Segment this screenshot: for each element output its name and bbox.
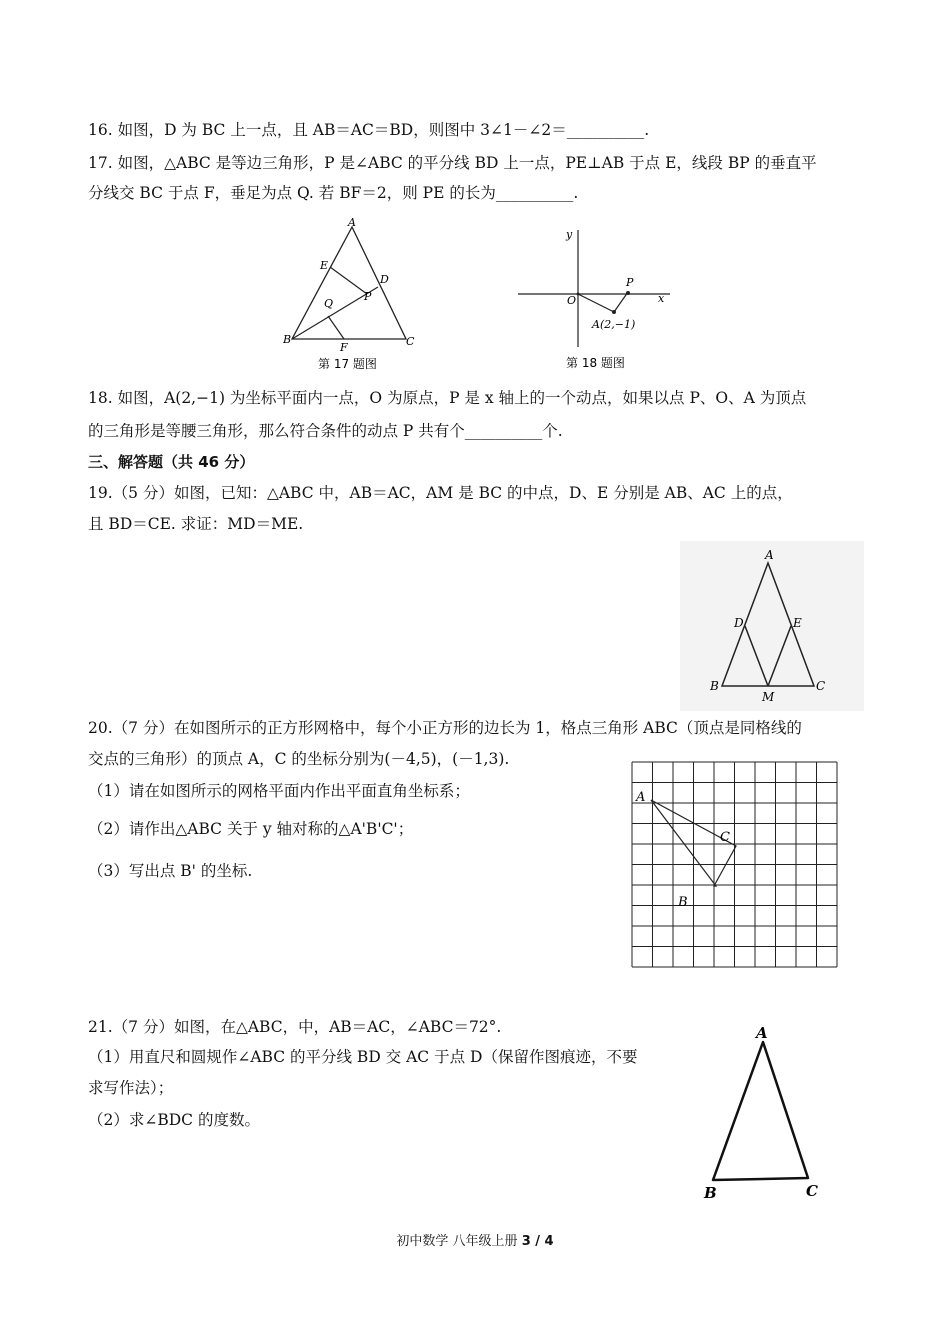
- question-19-line1: 19.（5 分）如图，已知：△ABC 中，AB＝AC，AM 是 BC 的中点，D、E 分别是 AB、AC 上的点，: [88, 484, 793, 502]
- footer-text: 初中数学 八年级上册: [396, 1234, 522, 1249]
- fig17-caption: 第 17 题图: [318, 357, 377, 371]
- fig18-label-a: A(2,−1): [592, 318, 636, 331]
- fig17-label-q: Q: [324, 297, 334, 310]
- question-21-part1a: （1）用直尺和圆规作∠ABC 的平分线 BD 交 AC 于点 D（保留作图痕迹，不要: [88, 1048, 638, 1066]
- fig17-label-e: E: [320, 259, 329, 272]
- fig17-label-b: B: [283, 333, 292, 346]
- figure-17: [280, 215, 430, 375]
- question-18-line1: 18. 如图，A(2,−1) 为坐标平面内一点，O 为原点，P 是 x 轴上的一个动点，如果以点 P、O、A 为顶点: [88, 389, 807, 407]
- figure-20: [628, 758, 850, 980]
- fig17-label-f: F: [340, 341, 348, 354]
- figure-21: [696, 1020, 826, 1202]
- fig18-label-y: y: [566, 228, 573, 241]
- fig17-label-c: C: [406, 335, 415, 348]
- fig19-label-e: E: [793, 616, 802, 630]
- question-19-line2: 且 BD＝CE. 求证：MD＝ME.: [88, 515, 304, 533]
- fig20-label-a: A: [636, 790, 646, 805]
- question-20-line2: 交点的三角形）的顶点 A，C 的坐标分别为(－4,5)，(－1,3).: [88, 750, 510, 768]
- question-21-part1b: 求写作法）；: [88, 1079, 174, 1097]
- fig21-label-a: A: [756, 1024, 768, 1042]
- fig19-label-b: B: [710, 679, 719, 693]
- fig20-label-c: C: [720, 830, 730, 845]
- fig17-label-d: D: [380, 273, 389, 286]
- fig19-label-m: M: [762, 690, 775, 704]
- page-number: 3 / 4: [521, 1234, 554, 1249]
- fig21-label-c: C: [806, 1182, 818, 1200]
- fig20-label-b: B: [678, 895, 688, 910]
- fig18-label-p: P: [626, 276, 634, 289]
- figure-19: [680, 541, 864, 711]
- fig17-label-a: A: [348, 216, 356, 229]
- section-3-heading: 三、解答题（共 46 分）: [88, 453, 255, 471]
- fig18-caption: 第 18 题图: [566, 356, 625, 370]
- figure-17-diagram: [280, 215, 430, 375]
- fig19-label-d: D: [734, 616, 744, 630]
- figure-18: [510, 222, 680, 377]
- fig19-label-c: C: [816, 679, 826, 693]
- fig19-label-a: A: [765, 548, 774, 562]
- fig21-label-b: B: [704, 1184, 717, 1202]
- figure-19-diagram: [680, 541, 864, 711]
- fig18-label-o: O: [567, 294, 577, 307]
- question-16: 16. 如图，D 为 BC 上一点，且 AB＝AC＝BD，则图中 3∠1－∠2＝__________.: [88, 121, 650, 139]
- fig18-label-x: x: [658, 292, 665, 305]
- figure-21-diagram: [696, 1020, 826, 1202]
- question-20-part3: （3）写出点 B' 的坐标.: [88, 862, 253, 880]
- question-17-line2: 分线交 BC 于点 F，垂足为点 Q. 若 BF＝2，则 PE 的长为__________.: [88, 184, 579, 202]
- page-footer: [0, 1230, 950, 1249]
- question-20-line1: 20.（7 分）在如图所示的正方形网格中，每个小正方形的边长为 1，格点三角形 ABC（顶点是同格线的: [88, 719, 802, 737]
- question-17-line1: 17. 如图，△ABC 是等边三角形，P 是∠ABC 的平分线 BD 上一点，PE⊥AB 于点 E，线段 BP 的垂直平: [88, 154, 817, 172]
- question-18-line2: 的三角形是等腰三角形，那么符合条件的动点 P 共有个__________个.: [88, 422, 563, 440]
- question-20-part1: （1）请在如图所示的网格平面内作出平面直角坐标系；: [88, 782, 470, 800]
- figure-18-diagram: [510, 222, 680, 377]
- figure-20-grid: [628, 758, 850, 980]
- question-21-part2: （2）求∠BDC 的度数。: [88, 1111, 260, 1129]
- fig17-label-p: P: [364, 290, 372, 303]
- question-20-part2: （2）请作出△ABC 关于 y 轴对称的△A'B'C'；: [88, 820, 414, 838]
- question-21-line1: 21.（7 分）如图，在△ABC，中，AB＝AC，∠ABC＝72°.: [88, 1018, 502, 1036]
